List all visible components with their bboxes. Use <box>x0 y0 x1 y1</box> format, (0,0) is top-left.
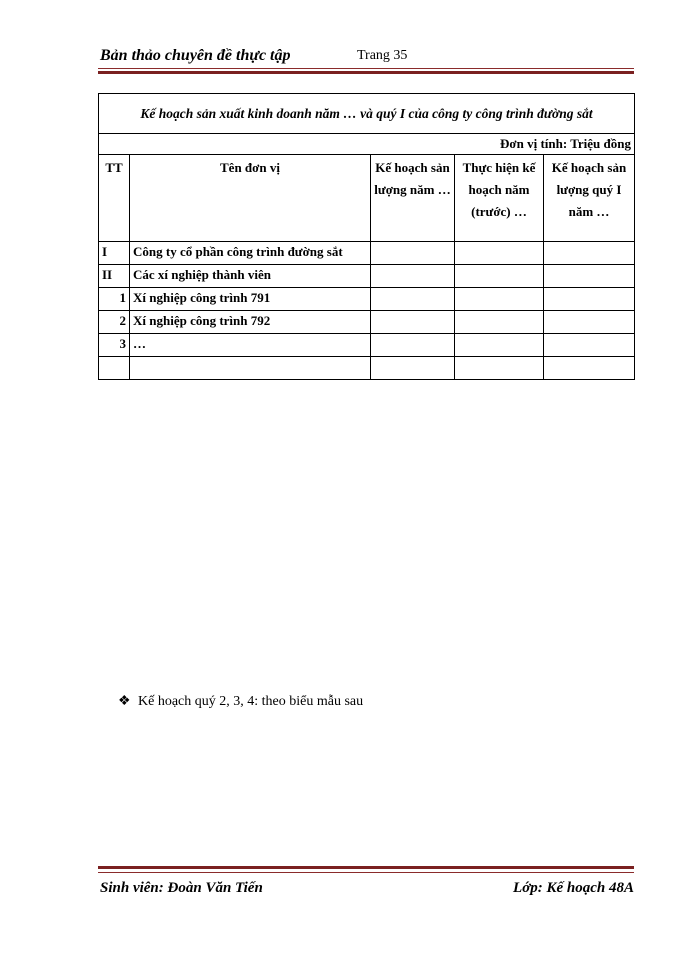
row-tt: II <box>99 265 130 288</box>
table-row <box>99 357 635 380</box>
column-header: Thực hiện kế hoạch năm (trước) … <box>455 155 544 242</box>
row-name: Công ty cổ phần công trình đường sắt <box>130 242 371 265</box>
table-row <box>99 311 635 334</box>
column-header: Kế hoạch sản lượng năm … <box>371 155 455 242</box>
table-row <box>99 265 635 288</box>
table-row <box>99 288 635 311</box>
row-tt: 1 <box>99 288 130 311</box>
header-rule-thick <box>98 71 634 74</box>
plan-table <box>98 93 635 380</box>
column-header: Kế hoạch sản lượng quý I năm … <box>544 155 635 242</box>
table-row <box>99 334 635 357</box>
row-name: Xí nghiệp công trình 792 <box>130 311 371 334</box>
footer-class: Lớp: Kế hoạch 48A <box>513 880 634 896</box>
table-row <box>99 242 635 265</box>
row-name <box>130 357 371 380</box>
row-tt: 3 <box>99 334 130 357</box>
table-title: Kế hoạch sản xuất kinh doanh năm … và quý I của công ty công trình đường sắt <box>99 94 635 134</box>
bullet-paragraph <box>118 693 363 710</box>
row-tt: I <box>99 242 130 265</box>
row-name: Xí nghiệp công trình 791 <box>130 288 371 311</box>
footer-rule-thin <box>98 872 634 873</box>
diamond-bullet-icon: ❖ <box>118 694 131 709</box>
column-header: TT <box>99 155 130 242</box>
table-header-row <box>99 155 635 242</box>
row-name: Các xí nghiệp thành viên <box>130 265 371 288</box>
row-tt <box>99 357 130 380</box>
column-header: Tên đơn vị <box>130 155 371 242</box>
row-tt: 2 <box>99 311 130 334</box>
footer-rule-thick <box>98 866 634 869</box>
unit-label: Đơn vị tính: Triệu đồng <box>99 134 635 155</box>
bullet-text: Kế hoạch quý 2, 3, 4: theo biểu mẫu sau <box>138 694 364 709</box>
row-name: … <box>130 334 371 357</box>
header-rule-thin <box>98 68 634 69</box>
footer-student: Sinh viên: Đoàn Văn Tiến <box>100 880 263 896</box>
header-title: Bản thảo chuyên đề thực tập <box>100 47 291 64</box>
page-number: Trang 35 <box>357 48 408 63</box>
